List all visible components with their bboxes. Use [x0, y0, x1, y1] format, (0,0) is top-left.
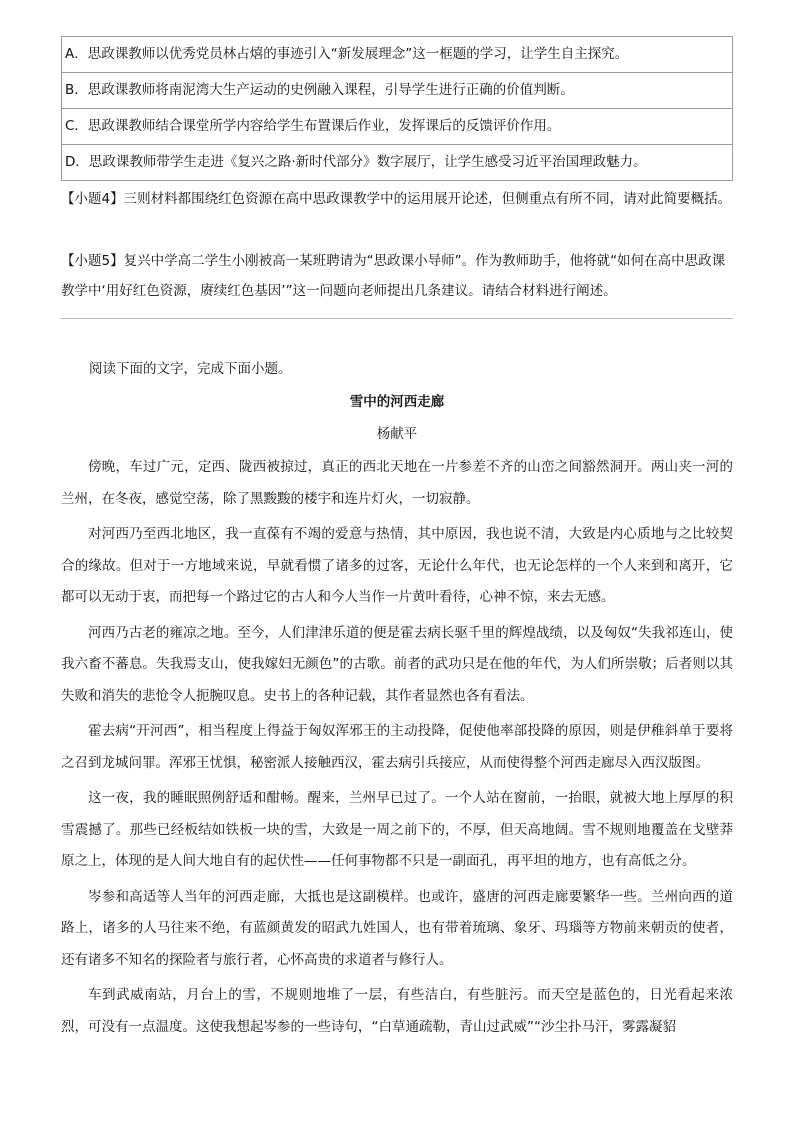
- option-a: A．思政课教师以优秀党员林占熺的事迹引入“新发展理念”这一框题的学习，让学生自主探究。: [62, 37, 733, 73]
- article-paragraph: 这一夜，我的睡眠照例舒适和酣畅。醒来，兰州早已过了。一个人站在窗前，一抬眼，就被大地上厚厚的积雪震撼了。那些已经板结如铁板一块的雪，大致是一周之前下的，不厚，但天高地阔。雪不规则地覆盖在戈壁莽原之上，体现的是人间大地自有的起伏性——任何事物都不只是一副面孔，再平坦的地方，也有高低之分。: [61, 790, 733, 869]
- section-divider: [61, 318, 733, 319]
- option-c: C．思政课教师结合课堂所学内容给学生布置课后作业，发挥课后的反馈评价作用。: [62, 109, 733, 145]
- article-body: [61, 452, 733, 1047]
- option-row: [62, 73, 733, 109]
- article-author: 杨献平: [376, 426, 418, 442]
- article-paragraph: 霍去病“开河西”，相当程度上得益于匈奴浑邪王的主动投降，促使他率部投降的原因，则是伊稚斜单于要将之召到龙城问罪。浑邪王忧惧，秘密派人接触西汉，霍去病引兵接应，从而使得整个河西走廊尽入西汉版图。: [61, 723, 733, 771]
- option-row: [62, 37, 733, 73]
- options-table: [61, 36, 733, 181]
- question-5: 【小题5】复兴中学高二学生小刚被高一某班聘请为“思政课小导师”。作为教师助手，他将就“如何在高中思政课教学中‘用好红色资源，赓续红色基因’”这一问题向老师提出几条建议。请结合材料进行阐述。: [61, 253, 726, 299]
- article-paragraph: 傍晚，车过广元，定西、陇西被掠过，真正的西北天地在一片参差不齐的山峦之间豁然洞开。两山夹一河的兰州，在冬夜，感觉空荡，除了黑黢黢的楼宇和连片灯火，一切寂静。: [61, 459, 733, 507]
- option-row: [62, 145, 733, 181]
- reading-instruction: 阅读下面的文字，完成下面小题。: [89, 361, 292, 377]
- question-4: 【小题4】三则材料都围绕红色资源在高中思政课教学中的运用展开论述，但侧重点有所不同，请对此简要概括。: [61, 191, 732, 207]
- option-row: [62, 109, 733, 145]
- article-paragraph: 河西乃古老的雍凉之地。至今，人们津津乐道的便是霍去病长驱千里的辉煌战绩，以及匈奴“失我祁连山，使我六畜不蕃息。失我焉支山，使我嫁妇无颜色”的古歌。前者的武功只是在他的年代，为人们所崇敬；后者则以其失败和消失的悲怆令人扼腕叹息。史书上的各种记载，其作者显然也各有看法。: [61, 624, 733, 704]
- article-title: 雪中的河西走廊: [349, 394, 445, 410]
- article-paragraph: 岑参和高适等人当年的河西走廊，大抵也是这副模样。也或许，盛唐的河西走廊要繁华一些。兰州向西的道路上，诸多的人马往来不绝，有蓝颜黄发的昭武九姓国人，也有带着琉璃、象牙、玛瑙等方物前来朝贡的使者，还有诸多不知名的探险者与旅行者，心怀高贵的求道者与修行人。: [61, 888, 733, 968]
- article-paragraph: 对河西乃至西北地区，我一直葆有不竭的爱意与热情，其中原因，我也说不清，大致是内心质地与之比较契合的缘故。但对于一方地域来说，早就看惯了诸多的过客，无论什么年代，也无论怎样的一个人来到和离开，它都可以无动于衷，而把每一个路过它的古人和今人当作一片黄叶看待，心神不惊，来去无感。: [61, 526, 733, 605]
- option-d: D．思政课教师带学生走进《复兴之路·新时代部分》数字展厅，让学生感受习近平治国理政魅力。: [62, 145, 733, 181]
- option-b: B．思政课教师将南泥湾大生产运动的史例融入课程，引导学生进行正确的价值判断。: [62, 73, 733, 109]
- article-paragraph: 车到武威南站，月台上的雪，不规则地堆了一层，有些洁白，有些脏污。而天空是蓝色的，日光看起来浓烈，可没有一点温度。这使我想起岑参的一些诗句，“白草通疏勒，青山过武威”“沙尘扑马汗，雾露凝貂: [61, 987, 733, 1035]
